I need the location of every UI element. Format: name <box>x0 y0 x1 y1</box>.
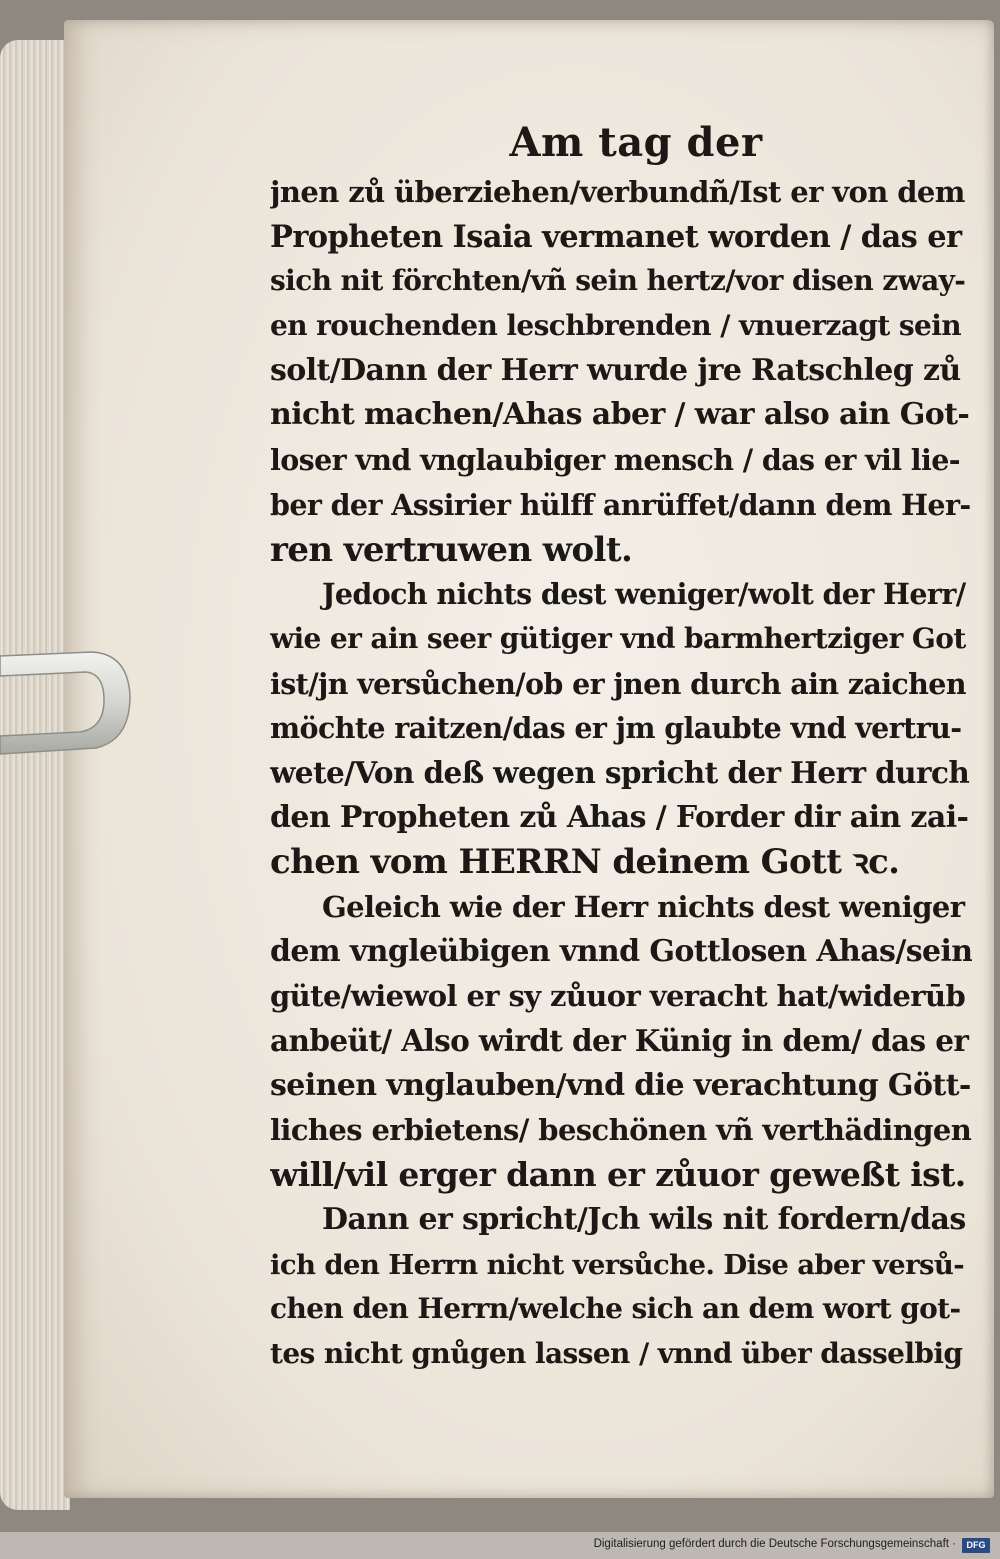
text-line: dem vngleübigen vnnd Gottlosen Ahas/sein <box>270 933 972 969</box>
body-text <box>270 170 972 1377</box>
text-line: nicht machen/Ahas aber / war also ain Got- <box>270 397 970 433</box>
text-line: ich den Herrn nicht versůche. Dise aber versů- <box>270 1248 965 1281</box>
text-line: liches erbietens/ beschönen vñ verthädingen <box>270 1113 972 1148</box>
text-line: jnen zů überziehen/verbundñ/Ist er von dem <box>270 175 965 209</box>
text-line: güte/wiewol er sy zůuor veracht hat/widerūb <box>270 979 966 1014</box>
text-line: wete/Von deß wegen spricht der Herr durch <box>270 754 970 790</box>
text-line: möchte raitzen/das er jm glaubte vnd vertru- <box>270 711 962 746</box>
text-line: Geleich wie der Herr nichts dest weniger <box>322 890 965 924</box>
text-line: Jedoch nichts dest weniger/wolt der Herr/ <box>322 577 966 612</box>
text-line: Dann er spricht/Jch wils nit fordern/das <box>322 1201 966 1237</box>
text-line: solt/Dann der Herr wurde jre Ratschleg zů <box>270 352 961 388</box>
text-block <box>270 118 972 1377</box>
page-holder-clip-icon <box>0 648 140 756</box>
text-line: en rouchenden leschbrenden / vnuerzagt sein <box>270 309 962 343</box>
text-line: seinen vnglauben/vnd die verachtung Gött- <box>270 1067 971 1103</box>
text-line: wie er ain seer gütiger vnd barmhertziger Got <box>270 621 966 655</box>
text-line: anbeüt/ Also wirdt der Künig in dem/ das er <box>270 1023 969 1059</box>
book-page <box>64 20 994 1498</box>
dfg-logo: DFG <box>962 1538 990 1553</box>
text-line: Propheten Isaia vermanet worden / das er <box>270 218 962 255</box>
text-line: sich nit förchten/vñ sein hertz/vor disen zway- <box>270 264 966 298</box>
book-fore-edge <box>0 40 70 1510</box>
footer-bar <box>0 1532 1000 1559</box>
text-line: den Propheten zů Ahas / Forder dir ain zai- <box>270 799 969 835</box>
text-line: chen vom HERRN deinem Gott ꝛc. <box>270 842 900 883</box>
text-line: chen den Herrn/welche sich an dem wort got- <box>270 1292 961 1326</box>
text-line: tes nicht gnůgen lassen / vnnd über dasselbig <box>270 1336 963 1370</box>
funding-credit: Digitalisierung gefördert durch die Deutsche Forschungsgemeinschaft · <box>593 1538 956 1550</box>
running-head: Am tag der <box>509 119 763 166</box>
text-line: ren vertruwen wolt. <box>270 529 633 570</box>
text-line: will/vil erger dann er zůuor geweßt ist. <box>270 1155 966 1195</box>
text-line: ber der Assirier hülff anrüffet/dann dem Her- <box>270 487 971 522</box>
text-line: ist/jn versůchen/ob er jnen durch ain zaichen <box>270 666 966 701</box>
text-line: loser vnd vnglaubiger mensch / das er vil lie- <box>270 443 961 478</box>
